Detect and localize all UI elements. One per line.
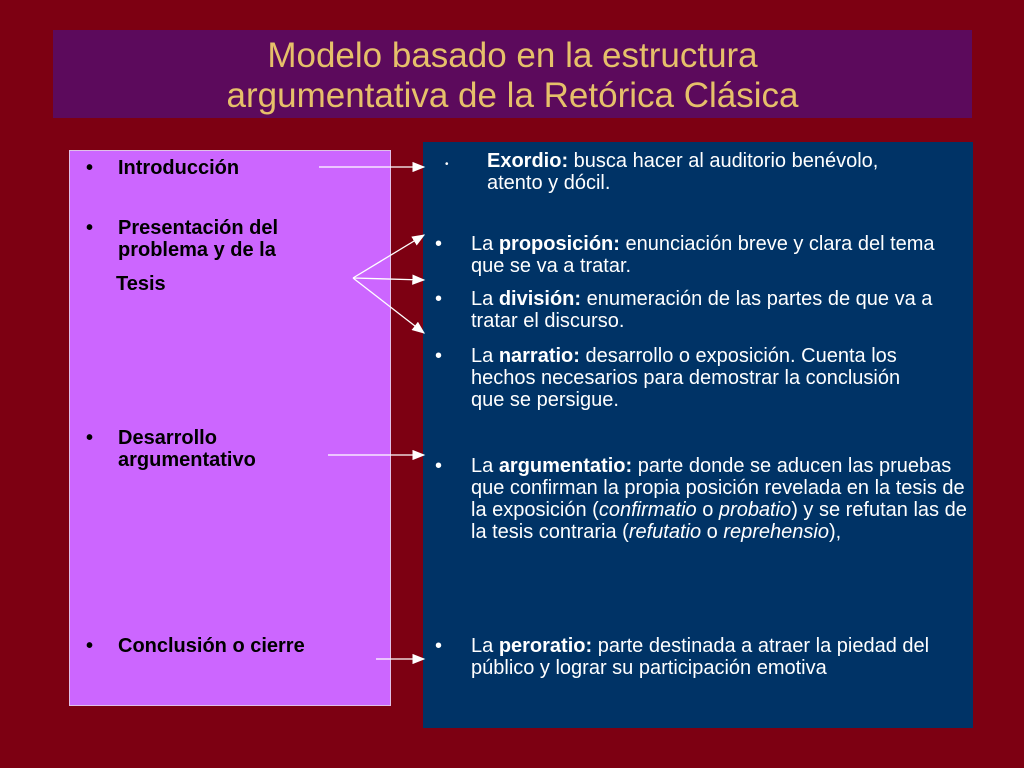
bullet: • [435,345,443,367]
bullet: • [86,635,94,657]
item-label: Introducción [118,157,240,179]
arrow-presentacion-2 [353,278,424,280]
desc: parte donde se aducen las pruebas que confirman la propia posición revelada en la tesis de la exposición ( [471,455,965,521]
bullet: • [435,233,443,255]
prefix: La [471,345,499,367]
bullet: • [435,635,443,657]
prefix: La [471,635,499,657]
desc: o [701,521,724,543]
bullet: • [86,217,94,239]
bullet: • [86,427,94,449]
bullet: • [435,455,443,477]
item-label: Tesis [116,273,166,295]
title-line-2: argumentativa de la Retórica Clásica [226,76,799,115]
term-italic: confirmatio [598,499,697,521]
term: proposición: [498,233,620,255]
bullet: • [86,157,94,179]
term-italic: probatio [718,499,792,521]
desc: parte destinada a atraer la piedad del público y lograr su participación emotiva [471,635,930,679]
bullet: • [435,288,443,310]
prefix: La [471,455,499,477]
prefix: La [471,288,499,310]
desc: enumeración de las partes de que va a tratar el discurso. [471,288,933,332]
desc: o [696,499,719,521]
desc: ) y se refutan las de la tesis contraria ( [471,499,967,543]
title-line-1: Modelo basado en la estructura [267,36,758,75]
item-label: Desarrollo argumentativo [118,427,256,471]
item-label: Presentación del problema y de la [118,217,279,261]
arrow-presentacion-3 [353,278,424,333]
item-label: Conclusión o cierre [118,635,305,657]
prefix: La [471,233,499,255]
term-italic: refutatio [628,521,702,543]
term: Exordio: [487,150,569,172]
term: peroratio: [498,635,593,657]
arrow-presentacion-1 [353,235,424,278]
bullet: • [445,159,449,170]
desc: ), [828,521,842,543]
desc: enunciación breve y clara del tema que se va a tratar. [471,233,935,277]
term: narratio: [498,345,580,367]
term: división: [498,288,582,310]
desc: desarrollo o exposición. Cuenta los hechos necesarios para demostrar la conclusión que se persigue. [471,345,901,411]
desc: busca hacer al auditorio benévolo, atento y dócil. [487,150,879,194]
term-italic: reprehensio [723,521,829,543]
term: argumentatio: [498,455,633,477]
